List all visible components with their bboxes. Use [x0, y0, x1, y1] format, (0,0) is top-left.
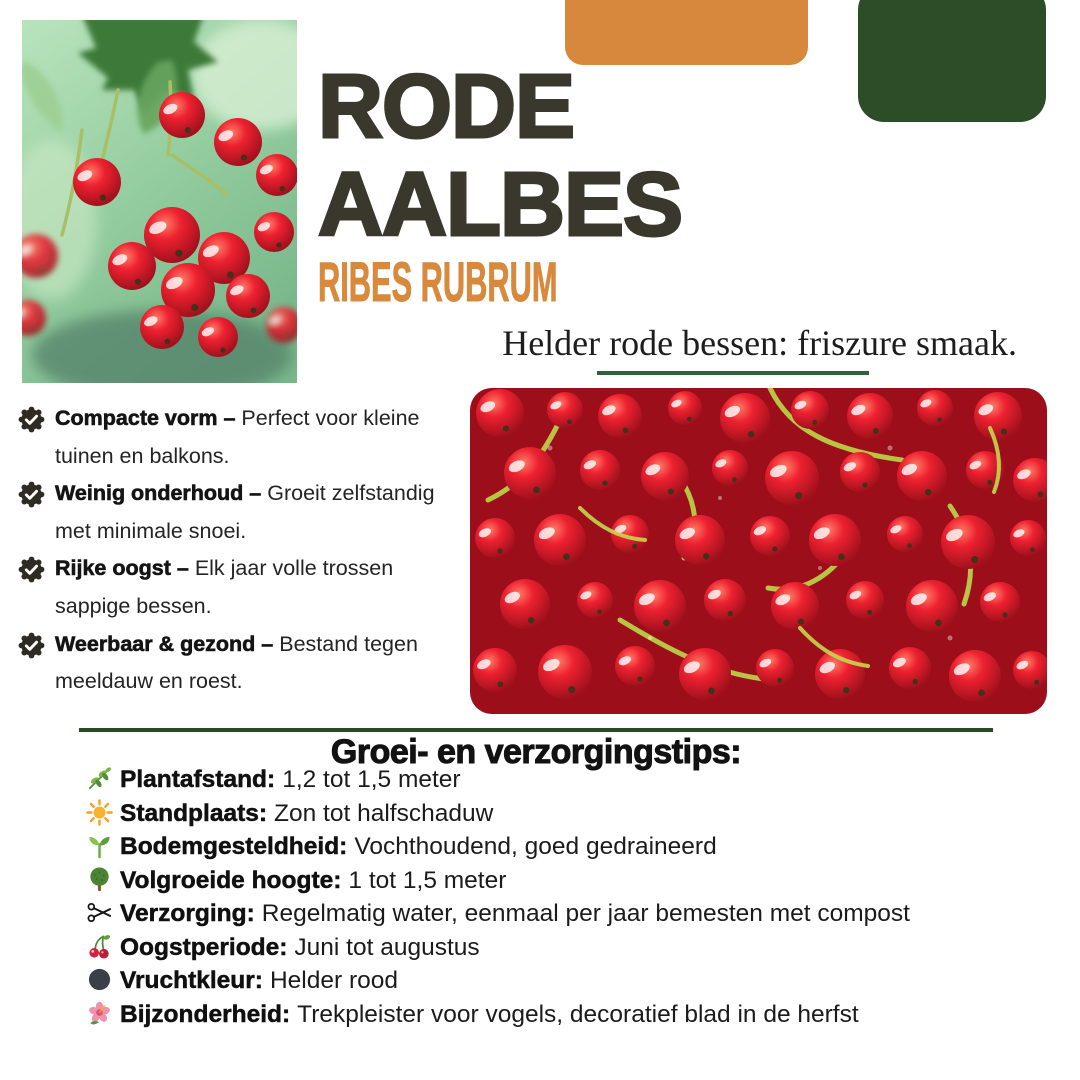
- tip-value: Helder rood: [269, 967, 398, 994]
- feature-label: Weerbaar & gezond –: [55, 631, 274, 656]
- section-divider: [79, 728, 993, 732]
- feature-list: [18, 400, 470, 701]
- tip-row: [86, 864, 1033, 898]
- tip-row: [86, 897, 1033, 931]
- tip-row: [86, 830, 1033, 864]
- orange-corner-shape: [565, 0, 808, 65]
- scissors-icon: [86, 899, 113, 926]
- tip-value: Vochthoudend, goed gedraineerd: [354, 833, 717, 860]
- tree-icon: [86, 866, 113, 893]
- tip-row: [86, 998, 1033, 1032]
- tip-row: [86, 931, 1033, 965]
- check-badge-icon: [18, 556, 45, 583]
- feature-item: [18, 475, 470, 550]
- green-corner-shape: [858, 0, 1046, 122]
- tip-label: Bijzonderheid:: [120, 1000, 291, 1028]
- circle-icon: [86, 966, 113, 993]
- hibiscus-icon: [86, 1000, 113, 1027]
- feature-item: [18, 550, 470, 625]
- feature-item: [18, 400, 470, 475]
- tip-label: Oogstperiode:: [120, 933, 288, 961]
- tagline: Helder rode bessen: friszure smaak.: [502, 323, 1017, 363]
- tips-heading: Groei- en verzorgingstips:: [330, 733, 742, 771]
- title-line-1: RODE: [318, 57, 575, 157]
- title-line-2: AALBES: [318, 155, 683, 255]
- tip-value: 1 tot 1,5 meter: [348, 866, 507, 894]
- tip-label: Standplaats:: [120, 799, 268, 827]
- tips-list: [86, 763, 1033, 1031]
- tip-label: Volgroeide hoogte:: [120, 866, 342, 894]
- check-badge-icon: [18, 481, 45, 508]
- feature-item: [18, 626, 470, 701]
- page-title: [318, 58, 682, 254]
- check-badge-icon: [18, 406, 45, 433]
- currant-branch-photo: [22, 20, 297, 383]
- tip-value: 1,2 tot 1,5 meter: [282, 766, 461, 793]
- herb-icon: [86, 765, 113, 792]
- tagline-underline: [597, 371, 869, 375]
- tip-value: Trekpleister voor vogels, decoratief blad in de herfst: [297, 1000, 859, 1028]
- tip-value: Regelmatig water, eenmaal per jaar bemesten met compost: [261, 900, 910, 927]
- tip-row: [86, 797, 1033, 831]
- feature-label: Weinig onderhoud –: [55, 481, 262, 506]
- tip-label: Vruchtkleur:: [120, 967, 263, 994]
- tip-row: [86, 964, 1033, 998]
- feature-text: Elk jaar volle trossen sappige bessen.: [55, 556, 394, 618]
- currants-macro-photo: [470, 388, 1047, 714]
- cherries-icon: [86, 933, 113, 960]
- tip-label: Verzorging:: [120, 900, 255, 927]
- tip-value: Zon tot halfschaduw: [274, 799, 494, 827]
- feature-text: Perfect voor kleine tuinen en balkons.: [55, 406, 420, 468]
- tip-row: [86, 763, 1033, 797]
- check-badge-icon: [18, 632, 45, 659]
- feature-label: Rijke oogst –: [55, 556, 189, 581]
- tip-value: Juni tot augustus: [294, 933, 480, 961]
- latin-name-subtitle: RIBES RUBRUM: [318, 250, 558, 313]
- tip-label: Plantafstand:: [120, 766, 276, 793]
- tip-label: Bodemgesteldheid:: [120, 833, 348, 860]
- feature-text: Bestand tegen meeldauw en roest.: [55, 631, 418, 694]
- seedling-icon: [86, 832, 113, 859]
- sun-icon: [86, 799, 113, 826]
- feature-label: Compacte vorm –: [55, 406, 236, 430]
- feature-text: Groeit zelfstandig met minimale snoei.: [55, 481, 435, 543]
